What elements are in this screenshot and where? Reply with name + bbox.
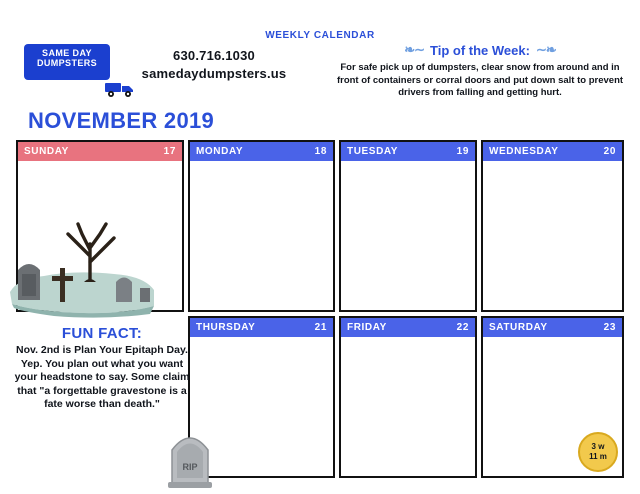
day-date-tuesday: 19 xyxy=(456,146,469,157)
month-title: NOVEMBER 2019 xyxy=(28,108,215,133)
logo-badge xyxy=(24,44,110,80)
day-cell-monday[interactable] xyxy=(188,140,335,312)
day-name-wednesday: WEDNESDAY xyxy=(489,146,559,157)
day-header-sunday xyxy=(18,142,182,161)
day-header-tuesday xyxy=(341,142,475,161)
fun-fact-title: FUN FACT: xyxy=(61,325,143,342)
day-cell-friday[interactable] xyxy=(339,316,477,478)
day-body-friday[interactable] xyxy=(341,337,475,476)
day-date-friday: 22 xyxy=(456,322,469,333)
tip-heading-row xyxy=(330,42,630,58)
day-name-friday: FRIDAY xyxy=(347,322,387,333)
dumpster-size-badge[interactable] xyxy=(578,432,618,472)
fun-fact-body: Nov. 2nd is Plan Your Epitaph Day. Yep. You plan out what you want your headstone to say. Some claim that "a forgettable gravestone is a fate worse than death." xyxy=(14,344,190,410)
day-name-thursday: THURSDAY xyxy=(196,322,256,333)
logo-line-2: DUMPSTERS xyxy=(36,58,98,68)
tip-heading: Tip of the Week: xyxy=(430,42,530,58)
fun-fact-block xyxy=(12,325,192,412)
contact-block xyxy=(124,48,304,81)
day-cell-tuesday[interactable] xyxy=(339,140,477,312)
day-header-thursday xyxy=(190,318,333,337)
swirl-left-icon: ❧∼ xyxy=(404,42,425,57)
day-body-tuesday[interactable] xyxy=(341,161,475,310)
logo-line-1: SAME DAY xyxy=(42,48,92,58)
tombstone-icon xyxy=(168,424,212,488)
tombstone-text: RIP xyxy=(182,462,198,472)
day-date-sunday: 17 xyxy=(163,146,176,157)
company-logo[interactable] xyxy=(24,44,124,90)
day-name-tuesday: TUESDAY xyxy=(347,146,399,157)
day-cell-wednesday[interactable] xyxy=(481,140,624,312)
day-body-monday[interactable] xyxy=(190,161,333,310)
day-date-wednesday: 20 xyxy=(603,146,616,157)
dump-truck-icon xyxy=(104,80,138,98)
day-header-wednesday xyxy=(483,142,622,161)
page-title: WEEKLY CALENDAR xyxy=(265,30,375,41)
phone-number[interactable]: 630.716.1030 xyxy=(173,48,255,63)
tip-body: For safe pick up of dumpsters, clear snow from around and in front of containers or corral doors and put down salt to prevent drivers from falling and getting hurt. xyxy=(336,62,624,98)
day-header-saturday xyxy=(483,318,622,337)
day-date-thursday: 21 xyxy=(314,322,327,333)
day-body-wednesday[interactable] xyxy=(483,161,622,310)
day-date-saturday: 23 xyxy=(603,322,616,333)
day-name-monday: MONDAY xyxy=(196,146,244,157)
graveyard-illustration xyxy=(4,210,184,320)
tip-of-the-week xyxy=(330,42,630,100)
day-name-sunday: SUNDAY xyxy=(24,146,69,157)
day-header-monday xyxy=(190,142,333,161)
website-url[interactable]: samedaydumpsters.us xyxy=(141,66,287,81)
day-date-monday: 18 xyxy=(314,146,327,157)
day-header-friday xyxy=(341,318,475,337)
badge-line-2: 11 m xyxy=(589,452,607,461)
badge-line-1: 3 w xyxy=(591,442,605,451)
day-name-saturday: SATURDAY xyxy=(489,322,548,333)
swirl-right-icon: ∼❧ xyxy=(535,42,556,57)
